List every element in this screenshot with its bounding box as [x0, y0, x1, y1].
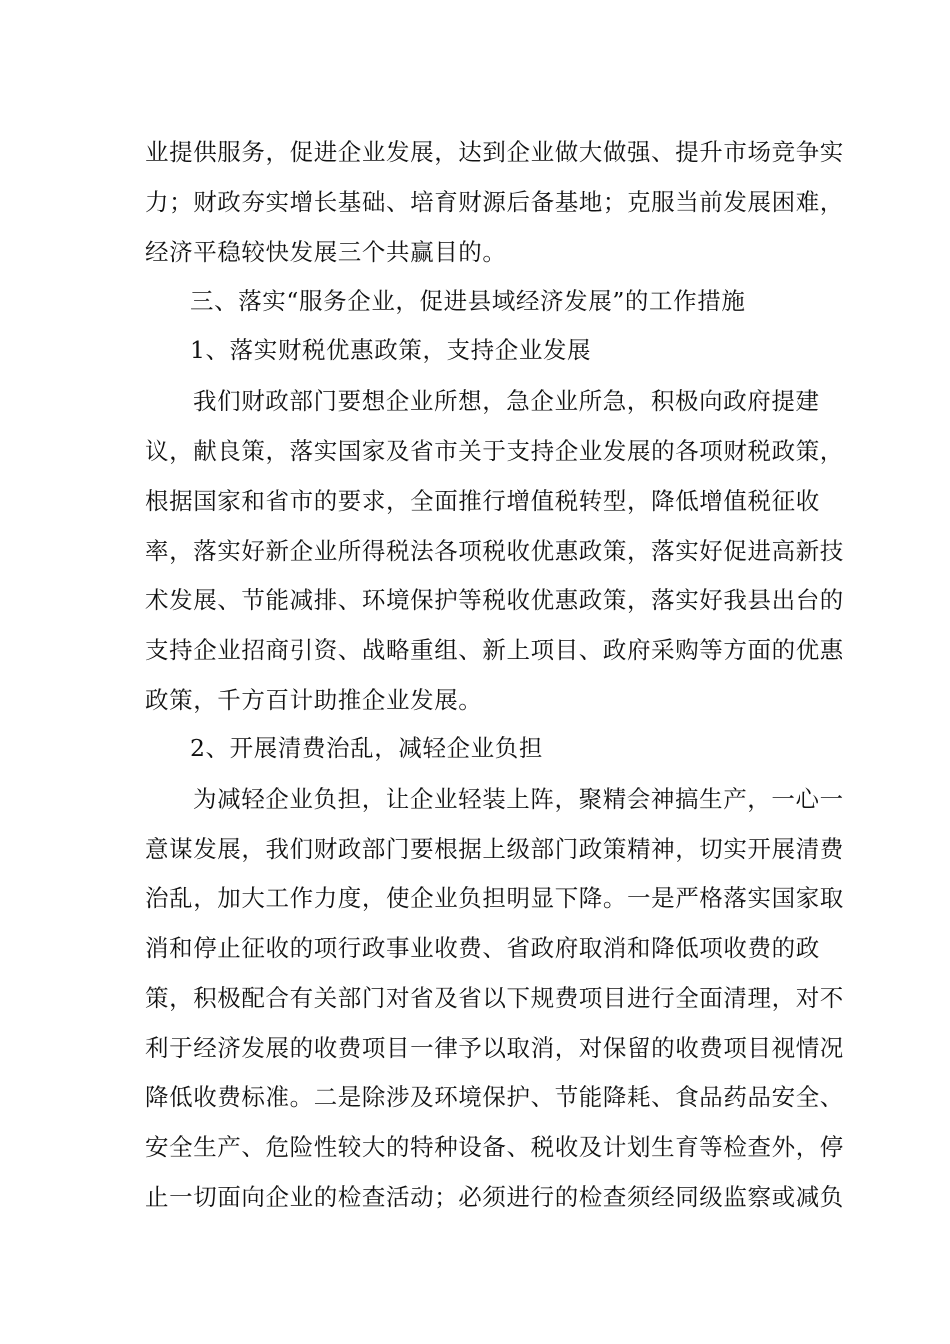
paragraph-line: 止一切面向企业的检查活动；必须进行的检查须经同级监察或减负: [145, 1183, 844, 1211]
paragraph-line: 力；财政夯实增长基础、培育财源后备基地；克服当前发展困难，: [145, 188, 844, 216]
paragraph-line: 利于经济发展的收费项目一律予以取消，对保留的收费项目视情况: [145, 1034, 844, 1062]
paragraph-line: 支持企业招商引资、战略重组、新上项目、政府采购等方面的优惠: [145, 636, 844, 664]
paragraph-line: 意谋发展，我们财政部门要根据上级部门政策精神，切实开展清费: [145, 835, 844, 863]
paragraph-line: 为减轻企业负担，让企业轻装上阵，聚精会神搞生产，一心一: [193, 785, 844, 813]
section-heading: 三、落实“服务企业，促进县域经济发展”的工作措施: [190, 287, 746, 315]
paragraph-line: 治乱，加大工作力度，使企业负担明显下降。一是严格落实国家取: [145, 884, 844, 912]
paragraph-line: 经济平稳较快发展三个共赢目的。: [145, 238, 507, 266]
subsection-heading: 1、落实财税优惠政策，支持企业发展: [190, 336, 592, 364]
paragraph-line: 策，积极配合有关部门对省及省以下规费项目进行全面清理，对不: [145, 984, 844, 1012]
paragraph-line: 政策，千方百计助推企业发展。: [145, 686, 483, 714]
paragraph-line: 业提供服务，促进企业发展，达到企业做大做强、提升市场竞争实: [145, 138, 844, 166]
subsection-heading: 2、开展清费治乱，减轻企业负担: [190, 734, 543, 762]
paragraph-line: 消和停止征收的项行政事业收费、省政府取消和降低项收费的政: [145, 934, 820, 962]
paragraph-line: 降低收费标准。二是除涉及环境保护、节能降耗、食品药品安全、: [145, 1083, 844, 1111]
paragraph-line: 率，落实好新企业所得税法各项税收优惠政策，落实好促进高新技: [145, 537, 844, 565]
paragraph-line: 术发展、节能减排、环境保护等税收优惠政策，落实好我县出台的: [145, 586, 844, 614]
paragraph-line: 议，献良策，落实国家及省市关于支持企业发展的各项财税政策，: [145, 437, 844, 465]
paragraph-line: 安全生产、危险性较大的特种设备、税收及计划生育等检查外，停: [145, 1133, 844, 1161]
paragraph-line: 我们财政部门要想企业所想，急企业所急，积极向政府提建: [193, 387, 820, 415]
paragraph-line: 根据国家和省市的要求，全面推行增值税转型，降低增值税征收: [145, 487, 820, 515]
